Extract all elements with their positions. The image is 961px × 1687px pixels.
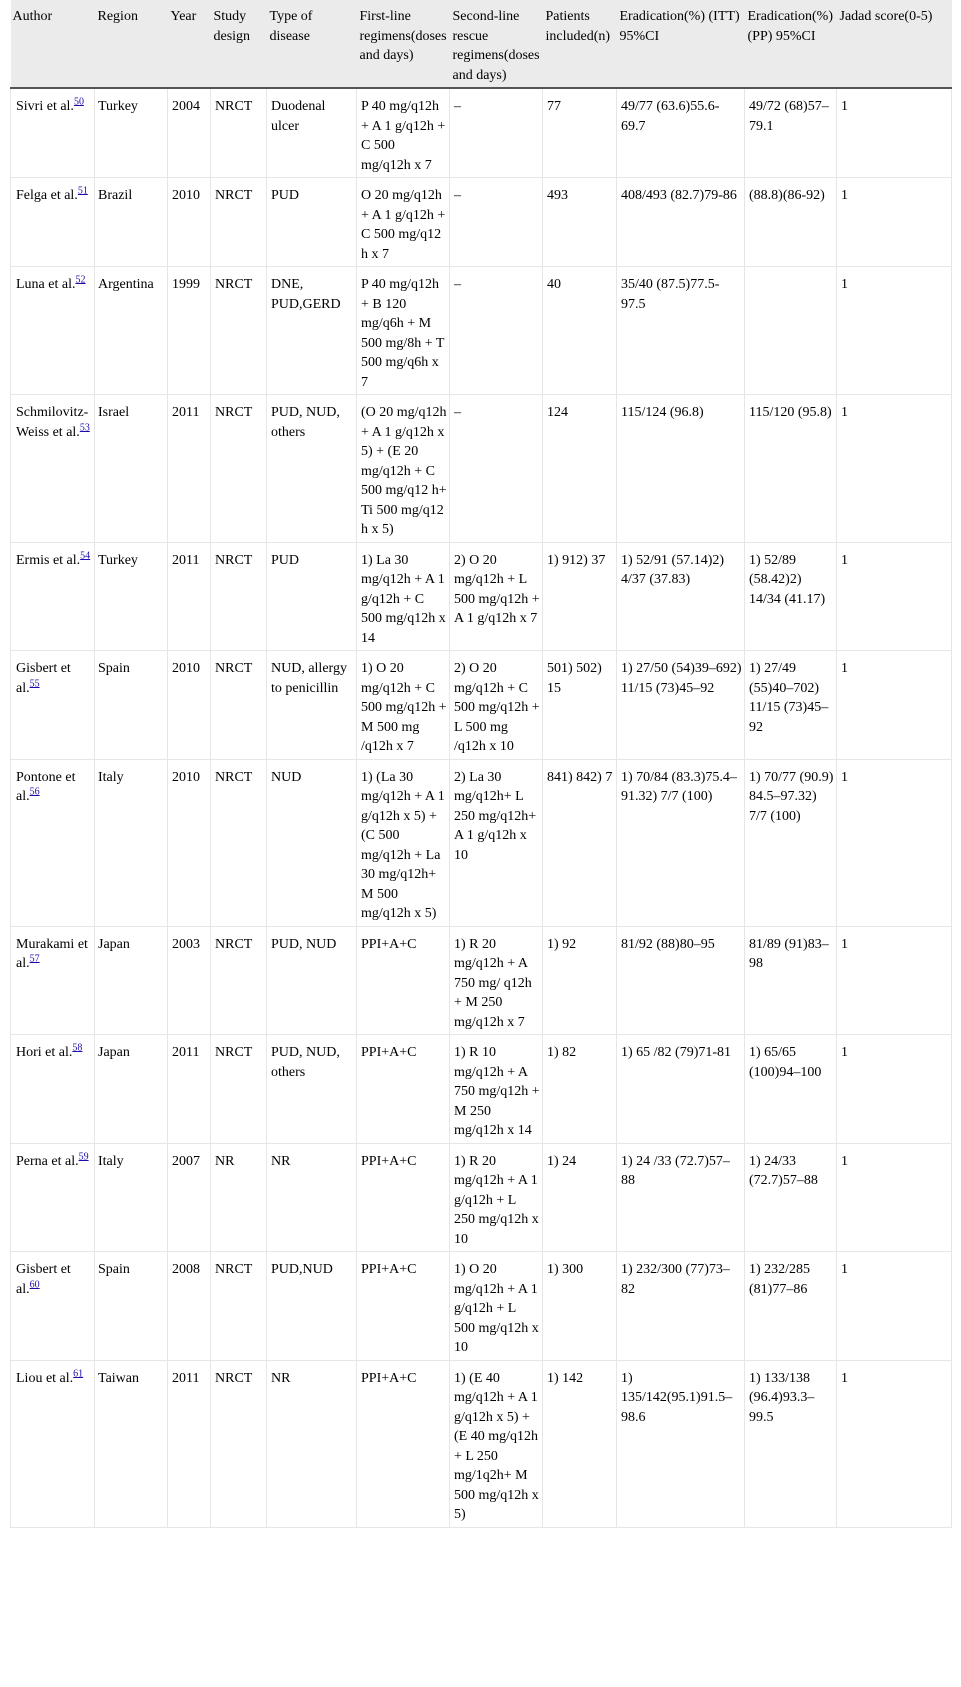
table-header	[11, 0, 952, 88]
reference-link[interactable]: 50	[73, 96, 84, 108]
header-jadad: Jadad score(0-5)	[837, 0, 952, 88]
cell-type-of-disease: PUD	[267, 178, 357, 267]
cell-second-line: –	[450, 395, 543, 543]
cell-jadad: 1	[837, 1360, 952, 1527]
cell-patients: 1) 24	[543, 1143, 617, 1252]
cell-study-design: NRCT	[211, 1360, 267, 1527]
cell-jadad: 1	[837, 1143, 952, 1252]
cell-jadad: 1	[837, 759, 952, 926]
author-name: Perna et al.	[16, 1153, 79, 1169]
cell-eradication-itt: 1) 135/142(95.1)91.5–98.6	[617, 1360, 745, 1527]
cell-year: 2011	[168, 1035, 211, 1144]
cell-eradication-itt: 35/40 (87.5)77.5-97.5	[617, 267, 745, 395]
cell-study-design: NRCT	[211, 926, 267, 1035]
cell-eradication-pp: 1) 70/77 (90.9) 84.5–97.32) 7/7 (100)	[745, 759, 837, 926]
cell-type-of-disease: PUD, NUD	[267, 926, 357, 1035]
cell-region: Spain	[95, 1252, 168, 1361]
cell-first-line: PPI+A+C	[357, 1035, 450, 1144]
cell-study-design: NRCT	[211, 88, 267, 178]
cell-jadad: 1	[837, 651, 952, 760]
cell-region: Japan	[95, 1035, 168, 1144]
table-row	[11, 267, 952, 395]
cell-type-of-disease: DNE, PUD,GERD	[267, 267, 357, 395]
cell-first-line: 1) O 20 mg/q12h + C 500 mg/q12h + M 500 mg /q12h x 7	[357, 651, 450, 760]
cell-author	[11, 1252, 95, 1361]
cell-second-line: 2) La 30 mg/q12h+ L 250 mg/q12h+ A 1 g/q12h x 10	[450, 759, 543, 926]
header-type-of-disease: Type of disease	[267, 0, 357, 88]
cell-jadad: 1	[837, 926, 952, 1035]
cell-type-of-disease: NUD, allergy to penicillin	[267, 651, 357, 760]
table-row	[11, 651, 952, 760]
cell-first-line: PPI+A+C	[357, 1252, 450, 1361]
cell-eradication-itt: 1) 52/91 (57.14)2) 4/37 (37.83)	[617, 542, 745, 651]
cell-eradication-pp: 81/89 (91)83–98	[745, 926, 837, 1035]
cell-author	[11, 926, 95, 1035]
cell-region: Israel	[95, 395, 168, 543]
cell-second-line: 1) R 20 mg/q12h + A 1 g/q12h + L 250 mg/q12h x 10	[450, 1143, 543, 1252]
cell-study-design: NRCT	[211, 542, 267, 651]
cell-author	[11, 759, 95, 926]
cell-region: Taiwan	[95, 1360, 168, 1527]
cell-type-of-disease: NR	[267, 1360, 357, 1527]
cell-jadad: 1	[837, 542, 952, 651]
cell-patients: 77	[543, 88, 617, 178]
table-row	[11, 1360, 952, 1527]
cell-study-design: NRCT	[211, 395, 267, 543]
cell-year: 2011	[168, 395, 211, 543]
cell-jadad: 1	[837, 1035, 952, 1144]
reference-link[interactable]: 51	[77, 185, 88, 197]
author-name: Liou et al.	[16, 1370, 74, 1386]
cell-study-design: NRCT	[211, 759, 267, 926]
author-name: Pontone et al.	[16, 769, 76, 804]
cell-jadad: 1	[837, 1252, 952, 1361]
cell-year: 2011	[168, 542, 211, 651]
author-name: Hori et al.	[16, 1045, 73, 1060]
cell-type-of-disease: PUD,NUD	[267, 1252, 357, 1361]
reference-link[interactable]: 52	[75, 274, 86, 286]
cell-study-design: NRCT	[211, 1252, 267, 1361]
table-row	[11, 1143, 952, 1252]
table-body	[11, 88, 952, 1527]
cell-second-line: –	[450, 267, 543, 395]
cell-patients: 1) 300	[543, 1252, 617, 1361]
table-row	[11, 1035, 952, 1144]
cell-eradication-itt: 1) 27/50 (54)39–692) 11/15 (73)45–92	[617, 651, 745, 760]
cell-patients: 493	[543, 178, 617, 267]
cell-eradication-pp: 1) 24/33 (72.7)57–88	[745, 1143, 837, 1252]
reference-link[interactable]: 53	[79, 421, 90, 433]
author-name: Gisbert et al.	[16, 661, 71, 696]
table-row	[11, 542, 952, 651]
cell-eradication-pp: 1) 52/89 (58.42)2) 14/34 (41.17)	[745, 542, 837, 651]
cell-patients: 841) 842) 7	[543, 759, 617, 926]
cell-study-design: NRCT	[211, 267, 267, 395]
header-patients: Patients included(n)	[543, 0, 617, 88]
cell-eradication-pp: 1) 232/285 (81)77–86	[745, 1252, 837, 1361]
cell-eradication-itt: 408/493 (82.7)79-86	[617, 178, 745, 267]
reference-link[interactable]: 59	[78, 1150, 89, 1162]
cell-first-line: (O 20 mg/q12h + A 1 g/q12h x 5) + (E 20 mg/q12h + C 500 mg/q12 h+ Ti 500 mg/q12 h x 5)	[357, 395, 450, 543]
cell-author	[11, 395, 95, 543]
header-eradication-itt: Eradication(%) (ITT) 95%CI	[617, 0, 745, 88]
reference-link[interactable]: 60	[29, 1278, 40, 1290]
reference-link[interactable]: 55	[29, 677, 40, 689]
cell-year: 2010	[168, 178, 211, 267]
header-author: Author	[11, 0, 95, 88]
cell-region: Italy	[95, 759, 168, 926]
header-region: Region	[95, 0, 168, 88]
cell-first-line: 1) La 30 mg/q12h + A 1 g/q12h + C 500 mg/q12h x 14	[357, 542, 450, 651]
header-first-line: First-line regimens(doses and days)	[357, 0, 450, 88]
table-row	[11, 926, 952, 1035]
cell-region: Brazil	[95, 178, 168, 267]
table-row	[11, 88, 952, 178]
cell-jadad: 1	[837, 88, 952, 178]
cell-study-design: NR	[211, 1143, 267, 1252]
cell-author	[11, 267, 95, 395]
cell-region: Turkey	[95, 542, 168, 651]
cell-type-of-disease: PUD, NUD, others	[267, 395, 357, 543]
table-row	[11, 759, 952, 926]
cell-patients: 1) 92	[543, 926, 617, 1035]
table-row	[11, 178, 952, 267]
cell-eradication-pp: 49/72 (68)57–79.1	[745, 88, 837, 178]
author-name: Murakami et al.	[16, 936, 88, 971]
cell-jadad: 1	[837, 267, 952, 395]
author-name: Gisbert et al.	[16, 1262, 71, 1297]
cell-second-line: 1) R 20 mg/q12h + A 750 mg/ q12h + M 250 mg/q12h x 7	[450, 926, 543, 1035]
regimens-table	[10, 0, 952, 1528]
cell-first-line: PPI+A+C	[357, 1143, 450, 1252]
cell-second-line: –	[450, 178, 543, 267]
cell-second-line: 2) O 20 mg/q12h + C 500 mg/q12h + L 500 mg /q12h x 10	[450, 651, 543, 760]
header-second-line: Second-line rescue regimens(doses and days)	[450, 0, 543, 88]
author-name: Ermis et al.	[16, 552, 81, 568]
cell-author	[11, 178, 95, 267]
cell-patients: 1) 142	[543, 1360, 617, 1527]
reference-link[interactable]: 57	[29, 953, 40, 965]
cell-eradication-itt: 1) 232/300 (77)73–82	[617, 1252, 745, 1361]
cell-type-of-disease: Duodenal ulcer	[267, 88, 357, 178]
cell-type-of-disease: NUD	[267, 759, 357, 926]
cell-study-design: NRCT	[211, 1035, 267, 1144]
cell-author	[11, 1035, 95, 1144]
cell-second-line: 1) O 20 mg/q12h + A 1 g/q12h + L 500 mg/q12h x 10	[450, 1252, 543, 1361]
cell-eradication-pp: 1) 65/65 (100)94–100	[745, 1035, 837, 1144]
cell-region: Argentina	[95, 267, 168, 395]
author-name: Schmilovitz-Weiss et al.	[16, 405, 89, 440]
cell-patients: 501) 502) 15	[543, 651, 617, 760]
reference-link[interactable]: 61	[73, 1367, 84, 1379]
cell-type-of-disease: NR	[267, 1143, 357, 1252]
cell-eradication-itt: 1) 65 /82 (79)71-81	[617, 1035, 745, 1144]
cell-first-line: 1) (La 30 mg/q12h + A 1 g/q12h x 5) + (C 500 mg/q12h + La 30 mg/q12h+ M 500 mg/q12h x 5)	[357, 759, 450, 926]
cell-author	[11, 1143, 95, 1252]
cell-region: Turkey	[95, 88, 168, 178]
header-row	[11, 0, 952, 88]
table-row	[11, 395, 952, 543]
cell-author	[11, 651, 95, 760]
cell-first-line: P 40 mg/q12h + A 1 g/q12h + C 500 mg/q12h x 7	[357, 88, 450, 178]
cell-region: Spain	[95, 651, 168, 760]
cell-second-line: 1) R 10 mg/q12h + A 750 mg/q12h + M 250 mg/q12h x 14	[450, 1035, 543, 1144]
header-eradication-pp: Eradication(%) (PP) 95%CI	[745, 0, 837, 88]
cell-eradication-pp	[745, 267, 837, 395]
cell-eradication-itt: 115/124 (96.8)	[617, 395, 745, 543]
cell-year: 2008	[168, 1252, 211, 1361]
cell-second-line: –	[450, 88, 543, 178]
cell-year: 2007	[168, 1143, 211, 1252]
reference-link[interactable]: 56	[29, 786, 40, 798]
cell-eradication-itt: 1) 70/84 (83.3)75.4–91.32) 7/7 (100)	[617, 759, 745, 926]
cell-first-line: P 40 mg/q12h + B 120 mg/q6h + M 500 mg/8h + T 500 mg/q6h x 7	[357, 267, 450, 395]
cell-first-line: PPI+A+C	[357, 1360, 450, 1527]
reference-link[interactable]: 58	[72, 1042, 83, 1054]
cell-eradication-pp: 115/120 (95.8)	[745, 395, 837, 543]
cell-year: 2010	[168, 651, 211, 760]
cell-year: 2003	[168, 926, 211, 1035]
cell-first-line: O 20 mg/q12h + A 1 g/q12h + C 500 mg/q12 h x 7	[357, 178, 450, 267]
reference-link[interactable]: 54	[80, 549, 91, 561]
cell-eradication-pp: (88.8)(86-92)	[745, 178, 837, 267]
header-year: Year	[168, 0, 211, 88]
cell-patients: 1) 82	[543, 1035, 617, 1144]
cell-study-design: NRCT	[211, 178, 267, 267]
cell-eradication-itt: 1) 24 /33 (72.7)57–88	[617, 1143, 745, 1252]
author-name: Sivri et al.	[16, 99, 74, 114]
cell-region: Italy	[95, 1143, 168, 1252]
cell-year: 1999	[168, 267, 211, 395]
cell-year: 2004	[168, 88, 211, 178]
cell-type-of-disease: PUD	[267, 542, 357, 651]
cell-first-line: PPI+A+C	[357, 926, 450, 1035]
cell-patients: 124	[543, 395, 617, 543]
header-study-design: Study design	[211, 0, 267, 88]
author-name: Felga et al.	[16, 188, 78, 203]
cell-second-line: 2) O 20 mg/q12h + L 500 mg/q12h + A 1 g/q12h x 7	[450, 542, 543, 651]
cell-eradication-pp: 1) 133/138 (96.4)93.3–99.5	[745, 1360, 837, 1527]
cell-eradication-itt: 81/92 (88)80–95	[617, 926, 745, 1035]
cell-author	[11, 88, 95, 178]
cell-author	[11, 542, 95, 651]
cell-patients: 40	[543, 267, 617, 395]
cell-jadad: 1	[837, 178, 952, 267]
cell-patients: 1) 912) 37	[543, 542, 617, 651]
cell-eradication-pp: 1) 27/49 (55)40–702) 11/15 (73)45–92	[745, 651, 837, 760]
cell-eradication-itt: 49/77 (63.6)55.6-69.7	[617, 88, 745, 178]
cell-type-of-disease: PUD, NUD, others	[267, 1035, 357, 1144]
cell-year: 2011	[168, 1360, 211, 1527]
cell-jadad: 1	[837, 395, 952, 543]
cell-author	[11, 1360, 95, 1527]
cell-study-design: NRCT	[211, 651, 267, 760]
cell-year: 2010	[168, 759, 211, 926]
cell-region: Japan	[95, 926, 168, 1035]
author-name: Luna et al.	[16, 277, 76, 292]
cell-second-line: 1) (E 40 mg/q12h + A 1 g/q12h x 5) + (E 40 mg/q12h + L 250 mg/1q2h+ M 500 mg/q12h x 5)	[450, 1360, 543, 1527]
table-row	[11, 1252, 952, 1361]
